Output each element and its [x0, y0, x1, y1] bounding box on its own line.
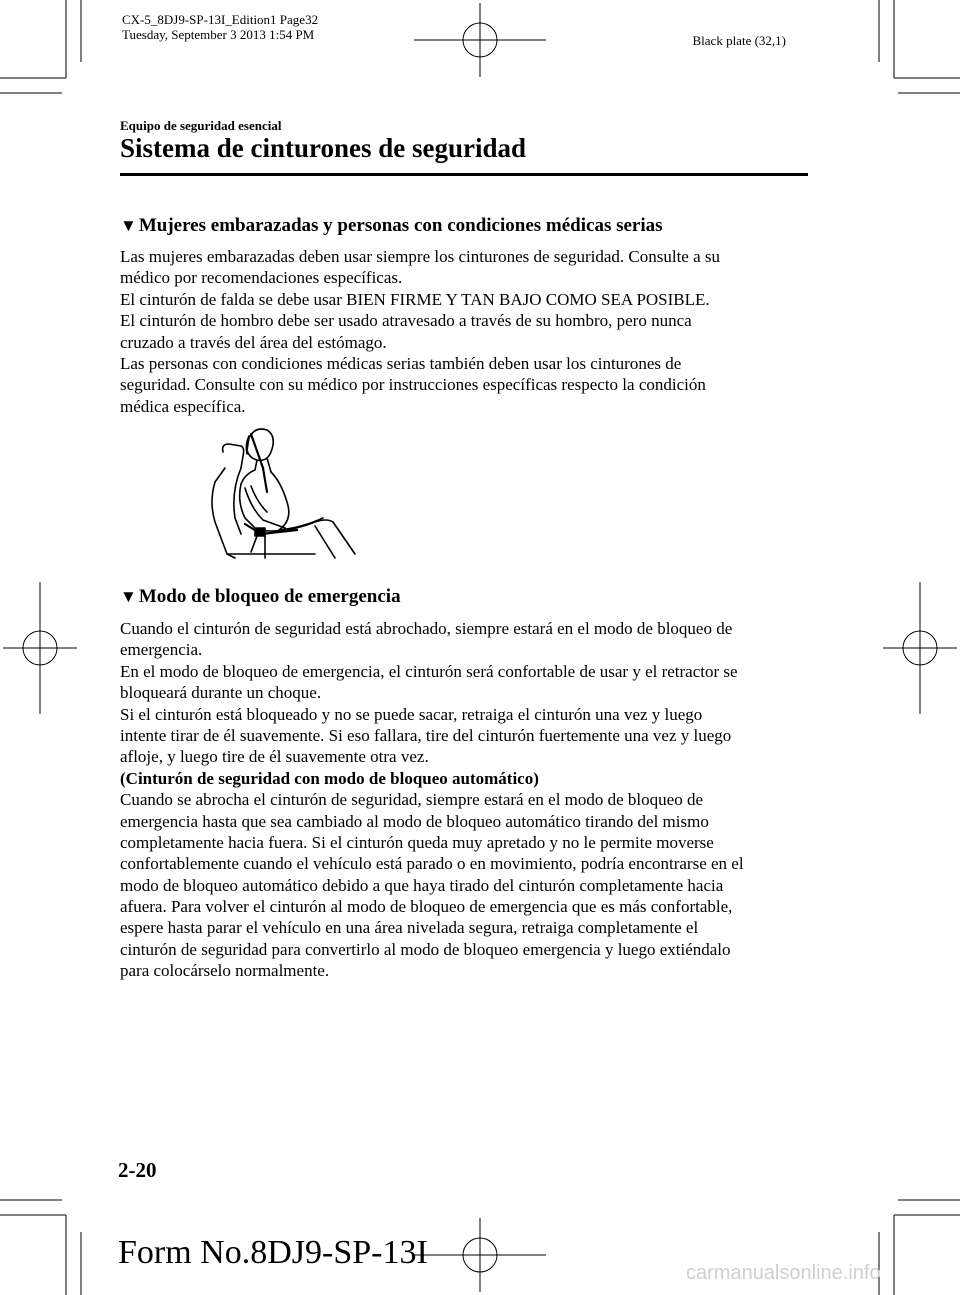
heading-text: Mujeres embarazadas y personas con condiciones médicas serias: [138, 215, 663, 236]
text-line: confortablemente cuando el vehículo está parado o en movimiento, podría encontrarse en el: [120, 854, 744, 874]
text-line: bloqueará durante un choque.: [120, 683, 322, 703]
paragraph-emergency-lock: [120, 618, 744, 982]
text-line: para colocárselo normalmente.: [120, 961, 330, 981]
form-number: Form No.8DJ9-SP-13I: [118, 1234, 428, 1271]
text-line: El cinturón de falda se debe usar BIEN FIRME Y TAN BAJO COMO SEA POSIBLE.: [120, 289, 710, 309]
heading-pregnant: [120, 215, 663, 237]
text-line: Cuando el cinturón de seguridad está abrochado, siempre estará en el modo de bloqueo de: [120, 619, 733, 638]
print-metadata: [122, 12, 318, 42]
text-line: cinturón de seguridad para convertirlo al modo de bloqueo emergencia y luego extiéndalo: [120, 939, 731, 959]
text-line: En el modo de bloqueo de emergencia, el cinturón será confortable de usar y el retractor se: [120, 661, 738, 681]
page-title: Sistema de cinturones de seguridad: [120, 133, 527, 163]
text-line: Si el cinturón está bloqueado y no se puede sacar, retraiga el cinturón una vez y luego: [120, 704, 703, 724]
triangle-icon: ▼: [120, 587, 137, 606]
subheading-automatic-lock: (Cinturón de seguridad con modo de bloqueo automático): [120, 768, 539, 788]
meta-line-2: Tuesday, September 3 2013 1:54 PM: [122, 27, 315, 42]
heading-text: Modo de bloqueo de emergencia: [138, 586, 401, 607]
pregnant-woman-seatbelt-illustration: [205, 422, 365, 562]
meta-line-1: CX-5_8DJ9-SP-13I_Edition1 Page32: [122, 12, 319, 27]
text-line: médica específica.: [120, 396, 246, 416]
text-line: cruzado a través del área del estómago.: [120, 332, 387, 352]
paragraph-pregnant: [120, 246, 720, 417]
text-line: Las mujeres embarazadas deben usar siempre los cinturones de seguridad. Consulte a su: [120, 247, 721, 266]
text-line: afuera. Para volver el cinturón al modo de bloqueo de emergencia que es más confortable,: [120, 897, 733, 917]
text-line: seguridad. Consulte con su médico por instrucciones específicas respecto la condición: [120, 375, 706, 395]
text-line: El cinturón de hombro debe ser usado atravesado a través de su hombro, pero nunca: [120, 311, 692, 331]
page-number: 2-20: [118, 1158, 157, 1182]
watermark: carmanualsonline.info: [686, 1262, 881, 1284]
text-line: emergencia.: [120, 640, 203, 660]
text-line: espere hasta parar el vehículo en una área nivelada segura, retraiga completamente el: [120, 918, 699, 938]
section-label: Equipo de seguridad esencial: [120, 118, 282, 133]
text-line: Las personas con condiciones médicas serias también deben usar los cinturones de: [120, 353, 682, 373]
text-line: completamente hacia fuera. Si el cinturón queda muy apretado y no le permite moverse: [120, 832, 714, 852]
text-line: modo de bloqueo automático debido a que haya tirado del cinturón completamente hacia: [120, 875, 724, 895]
heading-emergency-lock: [120, 586, 401, 608]
title-rule: [120, 173, 808, 176]
plate-label: Black plate (32,1): [692, 33, 786, 48]
text-line: médico por recomendaciones específicas.: [120, 268, 403, 288]
text-line: emergencia hasta que sea cambiado al modo de bloqueo automático tirando del mismo: [120, 811, 709, 831]
triangle-icon: ▼: [120, 216, 137, 235]
text-line: afloje, y luego tire de él suavemente otra vez.: [120, 747, 429, 767]
text-line: Cuando se abrocha el cinturón de seguridad, siempre estará en el modo de bloqueo de: [120, 790, 703, 810]
text-line: intente tirar de él suavemente. Si eso fallara, tire del cinturón fuertemente una vez y luego: [120, 725, 732, 745]
